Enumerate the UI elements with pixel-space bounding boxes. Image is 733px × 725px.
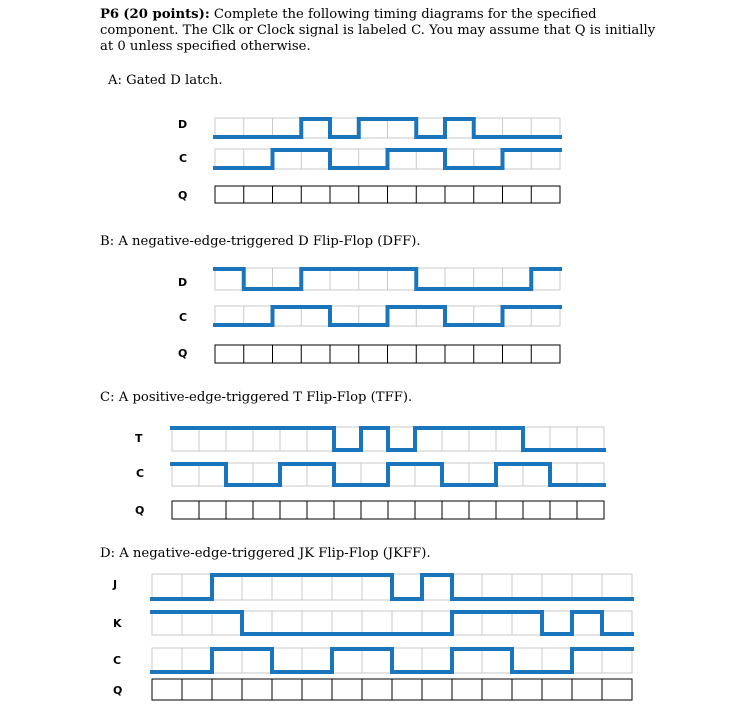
section-d-label-q: Q xyxy=(113,684,123,697)
waveform-d-c xyxy=(152,649,632,672)
section-a-label-d: D xyxy=(178,118,188,131)
waveform-a-c xyxy=(215,150,560,168)
section-a-label-c: C xyxy=(179,152,188,165)
section-c-title: C: A positive-edge-triggered T Flip-Flop (TFF). xyxy=(100,390,413,405)
problem-number: P6 xyxy=(100,7,120,22)
section-c-label-t: T xyxy=(135,432,143,445)
section-b-label-d: D xyxy=(178,276,188,289)
section-d-label-k: K xyxy=(113,617,122,630)
problem-points: (20 points): xyxy=(123,7,210,22)
section-c-label-c: C xyxy=(136,467,145,480)
section-b-label-c: C xyxy=(179,311,188,324)
section-b-title: B: A negative-edge-triggered D Flip-Flop (DFF). xyxy=(100,234,421,249)
waveform-c-c xyxy=(172,464,604,485)
section-b-label-q: Q xyxy=(178,347,188,360)
section-a-title: A: Gated D latch. xyxy=(108,73,223,88)
section-a-label-q: Q xyxy=(178,189,188,202)
waveform-c-t xyxy=(172,428,604,450)
section-d-label-c: C xyxy=(113,654,122,667)
waveform-b-c xyxy=(215,307,560,325)
waveform-d-j xyxy=(152,575,632,599)
section-d-label-j: J xyxy=(113,578,118,591)
problem-text: Complete the following timing diagrams for the specified component. The Clk or Clock signal is labeled C. You may assume that Q is initially at 0 unless specified otherwise. xyxy=(100,7,656,54)
section-d-title: D: A negative-edge-triggered JK Flip-Flop (JKFF). xyxy=(100,546,431,561)
section-c-label-q: Q xyxy=(135,504,145,517)
